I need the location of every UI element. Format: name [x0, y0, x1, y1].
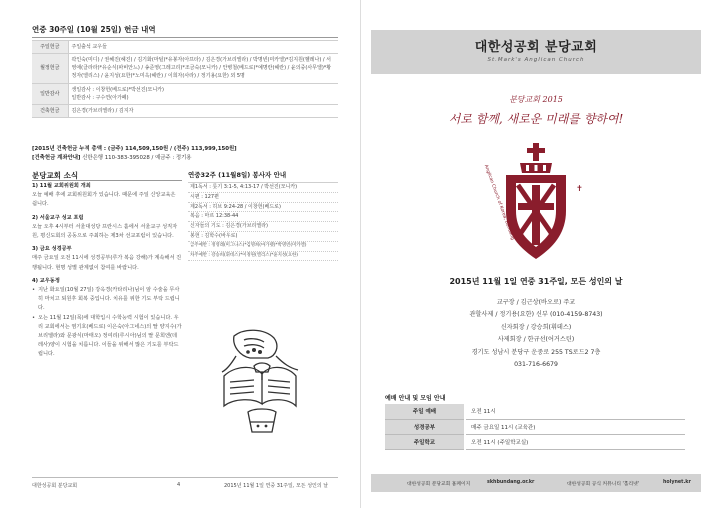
news-body: 매주 금요일 오전 11시에 성경공부(루가 복음 강해)가 계속해서 진행됩니다. 현명 성별 관계없이 참여를 바랍니다.: [32, 255, 182, 271]
volunteer-list: [188, 182, 338, 261]
divider: [32, 477, 338, 478]
news-body: 오늘 예배 후에 교회위원회가 있습니다. 때문에 주일 신앙교육은 쉽니다.: [32, 192, 176, 208]
sunday-title: 2015년 11월 1일 연중 31주일, 모든 성인의 날: [449, 277, 623, 286]
slogan-year: 분당교회 2015: [509, 95, 563, 104]
volunteer-box: [188, 182, 338, 261]
footer-date: 2015년 11월 1일 연중 31주일, 모든 성인의 날: [224, 483, 329, 489]
list-item: 봉헌 : 김학수(바우로): [188, 232, 338, 242]
building-fund-total: [32, 145, 338, 163]
communion-illustration-icon: [214, 326, 304, 442]
table-row: [32, 41, 338, 54]
news-heading: 3) 금요 성경공부: [32, 246, 72, 253]
list-item: 복음 : 마르 12:38-44: [188, 212, 338, 222]
community-label: 대한성공회 공식 커뮤니티 '홀리넷': [567, 482, 640, 487]
church-name-en: St.Mark's Anglican Church: [487, 57, 585, 63]
worship-value: 오전 11시: [465, 404, 685, 419]
clergy-line: 교구장 / 김근상(바오로) 주교: [496, 299, 576, 306]
right-footer: [371, 474, 701, 492]
worship-label: 주일학교: [385, 434, 465, 449]
news-title: 분당교회 소식: [32, 171, 79, 180]
news-heading: 2) 서울교구 성교 포럼: [32, 214, 84, 221]
table-row: [32, 83, 338, 104]
clergy-line: 관할사제 / 정기용(요한) 신부 (010-4159-8743): [469, 311, 603, 319]
table-row: [32, 54, 338, 84]
list-item: 시편 : 127편: [188, 193, 338, 203]
list-item: • 지난 화요일(10월 27일) 강옥경(카타리나)님이 암 수술을 무사히 마치고 퇴원후 회복 중입니다. 치유를 위한 기도 부탁 드립니다.: [32, 286, 182, 314]
worship-label: 주일 예배: [385, 404, 465, 419]
header-band: [371, 30, 701, 74]
list-item: 제2독서 : 히브 9:24-28 / 이창헌(베드로): [188, 203, 338, 213]
divider: [32, 37, 338, 38]
volunteer-title: 연중32주 (11월8일) 봉사자 안내: [188, 171, 287, 179]
offering-text: 김은경(가브리엘라) / 김지자: [68, 104, 338, 117]
small-cross-icon: ✝: [576, 184, 583, 193]
right-page: [360, 0, 720, 508]
phone: 031-716-6679: [514, 361, 558, 369]
account-label: [건축헌금 계좌안내]: [32, 155, 81, 161]
news-heading: 1) 11월 교회위원회 개최: [32, 183, 91, 189]
total-line: [2015년 건축헌금 누적 총액 : (금주) 114,509,150원 / (전주) 113,999,150원]: [32, 146, 237, 152]
list-item: 차주예반 : 강승희(휘데스)*이정원(엘리스)*윤지성(요한): [188, 252, 338, 262]
offering-label: 월정헌금: [32, 54, 68, 84]
table-row: [32, 104, 338, 117]
offering-label: 일반감사: [32, 83, 68, 104]
news-section: [32, 182, 182, 360]
clergy-line: 사제회장 / 한규선(어거스틴): [497, 336, 575, 344]
church-name: 대한성공회 분당교회: [474, 40, 598, 55]
address: 경기도 성남시 분당구 운중로 255 TS로드2 7층: [471, 348, 601, 356]
table-row: [385, 419, 685, 434]
page-number: 4: [177, 482, 181, 488]
footer-church-name: 대한성공회 분당교회: [32, 483, 78, 489]
emblem-label: Anglican Church of Korea, Bundang: [482, 164, 515, 241]
news-heading: 4) 교우동정: [32, 277, 60, 284]
homepage-link[interactable]: skhbundang.or.kr: [487, 480, 535, 485]
community-link[interactable]: holynet.kr: [663, 480, 691, 485]
emblem-label-wrap: [482, 150, 579, 260]
offering-title: 연중 30주일 (10월 25일) 헌금 내역: [32, 25, 156, 34]
account-text: 신한은행 110-383-395028 / 예금주 : 정기용: [82, 155, 192, 161]
offering-text: 곽인숙(미디) / 권혜진(헤진) / 김기화(마틸)*유봉자(아프타) / 김은경(가브리엘라) / 박명빈(미카엘)*김지원(헬레나) / 서영애(클라라)*유순식(파비안느) / 송준영(그레고리)*조금숙(모니카) / 안병철(베드로)*예명란(헤란) / 윤의중(사무엘)*황정자(엘리스) / 윤지성(요한)*노미옥(헤란) / 이희자(사라) / 정기용(요한) 외 5명: [68, 54, 338, 84]
offering-table: [32, 40, 338, 118]
member-news-list: [32, 286, 182, 360]
worship-title: 예배 안내 및 모임 안내: [385, 395, 446, 402]
table-row: [385, 404, 685, 419]
list-item: 급주예반 : 정영례(미그나스)*김명희(마가렛)*박명빈(미카엘): [188, 242, 338, 252]
offering-label: 건축헌금: [32, 104, 68, 117]
list-item: 제1독서 : 룻기 3:1-5, 4:13-17 / 박선진(모니카): [188, 183, 338, 193]
slogan: 서로 함께, 새로운 미래를 향하여!: [448, 112, 624, 126]
offering-label: 주일헌금: [32, 41, 68, 54]
worship-value: 매주 금요일 11시 (교육관): [465, 419, 685, 434]
divider: [32, 180, 182, 181]
offering-text: 주일출석 교우들: [68, 41, 338, 54]
homepage-label: 대한성공회 분당교회 홈페이지: [407, 482, 471, 487]
offering-text: 생일감사 : 이창헌(베드로)*박선진(모니카) 일반감사 : 구수연(아가페): [68, 83, 338, 104]
list-item: • 오는 11월 12일(목)에 대학입시 수학능력 시험이 있습니다. 우리 교회에서는 염기호(베드로) 이은숙(아그네스)의 딸 양지수(가브리엘라)와 문광식(마태오) 정여리(루시아)님의 딸 문희엔(데레사)양이 시험을 치릅니다. 이들을 위해서 많은 기도를 부탁드립니다.: [32, 314, 182, 360]
worship-table: [385, 404, 685, 450]
news-body: 오늘 오후 4시부터 서울대성당 프란시스 홀에서 서울교구 성직자원, 평신도회의 공동으로 주최하는 제3차 선교포럼이 있습니다.: [32, 223, 178, 240]
clergy-line: 신자회장 / 강승희(휘데스): [500, 323, 572, 331]
worship-label: 성경공부: [385, 419, 465, 434]
worship-value: 오전 11시 (주일학교실): [465, 434, 685, 449]
clergy-info: [371, 297, 701, 371]
table-row: [385, 434, 685, 449]
list-item: 신자들의 기도 : 김은경(가브리엘라): [188, 222, 338, 232]
